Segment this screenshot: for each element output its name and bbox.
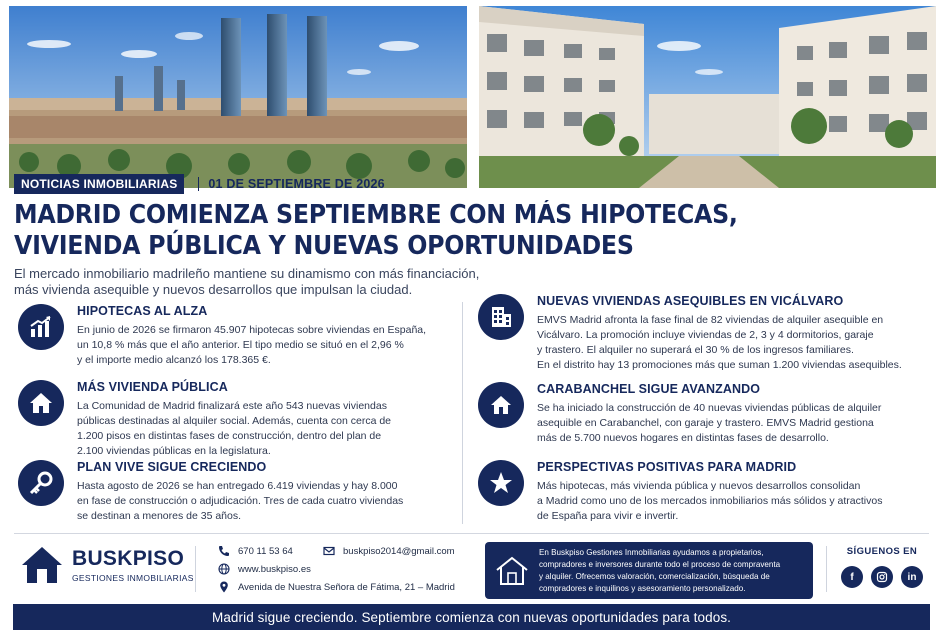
info-line: y alquiler. Ofrecemos valoración, comercialización, búsqueda de <box>539 571 770 581</box>
item-text <box>77 479 403 524</box>
item-line: en fase de construcción o adjudicación. Tres de cada cuatro viviendas <box>77 495 404 507</box>
item-line: y el importe medio alcanzó los 178.365 €. <box>77 354 271 366</box>
news-item-plan-vive <box>18 460 403 524</box>
item-title: PERSPECTIVAS POSITIVAS PARA MADRID <box>537 460 797 474</box>
category-badge: NOTICIAS INMOBILIARIAS <box>14 174 184 194</box>
globe-icon <box>218 563 230 575</box>
headline <box>14 200 851 262</box>
brand-logo <box>20 545 194 585</box>
phone-icon <box>218 545 230 557</box>
linkedin-icon[interactable] <box>901 566 923 588</box>
item-line: públicas destinadas al alquiler social. Además, cuenta con cerca de <box>77 415 392 427</box>
item-text <box>537 479 882 524</box>
news-item-carabanchel <box>478 382 881 446</box>
article-tagline <box>14 174 385 194</box>
email-address: buskpiso2014@gmail.com <box>343 545 455 557</box>
item-line: EMVS Madrid afronta la fase final de 82 viviendas de alquiler asequible en <box>537 314 884 326</box>
item-line: 1.200 pisos en distintas fases de construcción, dentro del plan de <box>77 430 382 442</box>
logo-house-icon <box>20 545 64 585</box>
location-pin-icon <box>218 581 230 593</box>
item-title: HIPOTECAS AL ALZA <box>77 304 208 318</box>
item-line: y trastero. El alquiler no superará el 30 % de los ingresos familiares. <box>537 344 854 356</box>
brand-name: BUSKPISO <box>72 546 185 570</box>
house-icon <box>18 380 64 426</box>
item-line: Más hipotecas, más vivienda pública y nuevos desarrollos consolidan <box>537 480 861 492</box>
item-title: NUEVAS VIVIENDAS ASEQUIBLES EN VICÁLVARO <box>537 294 844 308</box>
rising-chart-icon <box>18 304 64 350</box>
item-title: CARABANCHEL SIGUE AVANZANDO <box>537 382 761 396</box>
intro-line-1: El mercado inmobiliario madrileño mantiene su dinamismo con más financiación, <box>14 266 480 281</box>
residential-buildings-photo <box>479 6 936 188</box>
phone-number: 670 11 53 64 <box>238 545 293 557</box>
item-line: de España para vivir e invertir. <box>537 510 679 522</box>
item-line: un 10,8 % más que el año anterior. El tipo medio se situó en el 2,96 % <box>77 339 404 351</box>
item-text <box>537 313 902 373</box>
item-line: a Madrid como uno de los mercados inmobiliarios más sólidos y atractivos <box>537 495 883 507</box>
item-line: En el distrito hay 13 promociones más que suman 1.200 viviendas asequibles. <box>537 359 902 371</box>
column-divider <box>462 302 463 524</box>
key-icon <box>18 460 64 506</box>
contact-website[interactable] <box>218 563 311 575</box>
footer-separator <box>826 546 827 592</box>
item-title: PLAN VIVE SIGUE CRECIENDO <box>77 460 267 474</box>
footer-divider <box>14 533 929 534</box>
email-icon <box>323 545 335 557</box>
info-line: compradores e inquilinos y asesoramiento personalizado. <box>539 583 746 593</box>
item-line: La Comunidad de Madrid finalizará este año 543 nuevas viviendas <box>77 400 387 412</box>
contact-address <box>218 581 455 593</box>
company-info-text <box>539 547 780 595</box>
item-line: más de 5.700 nuevos hogares en distintas fases de desarrollo. <box>537 432 829 444</box>
star-icon <box>478 460 524 506</box>
intro-line-2: más vivienda asequible y nuevos desarrollos que impulsan la ciudad. <box>14 282 413 297</box>
item-line: Hasta agosto de 2026 se han entregado 6.419 viviendas y hay 8.000 <box>77 480 398 492</box>
address-text: Avenida de Nuestra Señora de Fátima, 21 – Madrid <box>238 581 455 593</box>
company-info-box <box>485 542 813 599</box>
item-text <box>537 401 881 446</box>
news-item-vivienda-publica <box>18 380 391 459</box>
instagram-icon[interactable] <box>871 566 893 588</box>
intro-paragraph <box>14 266 484 298</box>
building-icon <box>478 294 524 340</box>
item-line: En junio de 2026 se firmaron 45.907 hipotecas sobre viviendas en España, <box>77 324 427 336</box>
item-line: asequible en Carabanchel, con garaje y trastero. EMVS Madrid gestiona <box>537 417 874 429</box>
news-item-perspectivas <box>478 460 882 524</box>
footer-separator <box>195 546 196 592</box>
item-line: Vicálvaro. La promoción incluye viviendas de 2, 3 y 4 dormitorios, garaje <box>537 329 874 341</box>
social-title: SÍGUENOS EN <box>846 546 918 557</box>
info-line: En Buskpiso Gestiones Inmobiliarias ayudamos a propietarios, <box>539 547 764 557</box>
item-text <box>77 323 426 368</box>
item-text <box>77 399 391 459</box>
home-icon <box>478 382 524 428</box>
item-line: Se ha iniciado la construcción de 40 nuevas viviendas públicas de alquiler <box>537 402 882 414</box>
website-url: www.buskpiso.es <box>238 563 311 575</box>
madrid-skyline-photo <box>9 6 467 188</box>
header-photos <box>9 6 936 188</box>
news-item-hipotecas <box>18 304 426 368</box>
headline-line-2: VIVIENDA PÚBLICA Y NUEVAS OPORTUNIDADES <box>14 231 634 261</box>
slogan-bar <box>13 604 930 630</box>
social-section <box>837 546 927 588</box>
info-line: compradores e inversores durante todo el proceso de compraventa <box>539 559 781 569</box>
linkedin-glyph: in <box>907 571 917 583</box>
tagline-divider <box>198 177 199 191</box>
brand-subtitle: GESTIONES INMOBILIARIAS <box>72 572 194 583</box>
facebook-icon[interactable] <box>841 566 863 588</box>
item-line: se destinan a menores de 35 años. <box>77 510 242 522</box>
publish-date: 01 DE SEPTIEMBRE DE 2026 <box>208 177 385 191</box>
slogan-text: Madrid sigue creciendo. Septiembre comienza con nuevas oportunidades para todos. <box>211 609 732 625</box>
item-title: MÁS VIVIENDA PÚBLICA <box>77 380 228 394</box>
news-item-vicalvaro <box>478 294 902 373</box>
item-line: 2.100 viviendas públicas en la legislatura. <box>77 445 271 457</box>
headline-line-1: MADRID COMIENZA SEPTIEMBRE CON MÁS HIPOTECAS, <box>14 200 738 230</box>
contact-email[interactable] <box>323 545 455 557</box>
house-outline-icon <box>495 556 529 586</box>
facebook-glyph: f <box>850 571 854 583</box>
contact-phone[interactable] <box>218 545 293 557</box>
